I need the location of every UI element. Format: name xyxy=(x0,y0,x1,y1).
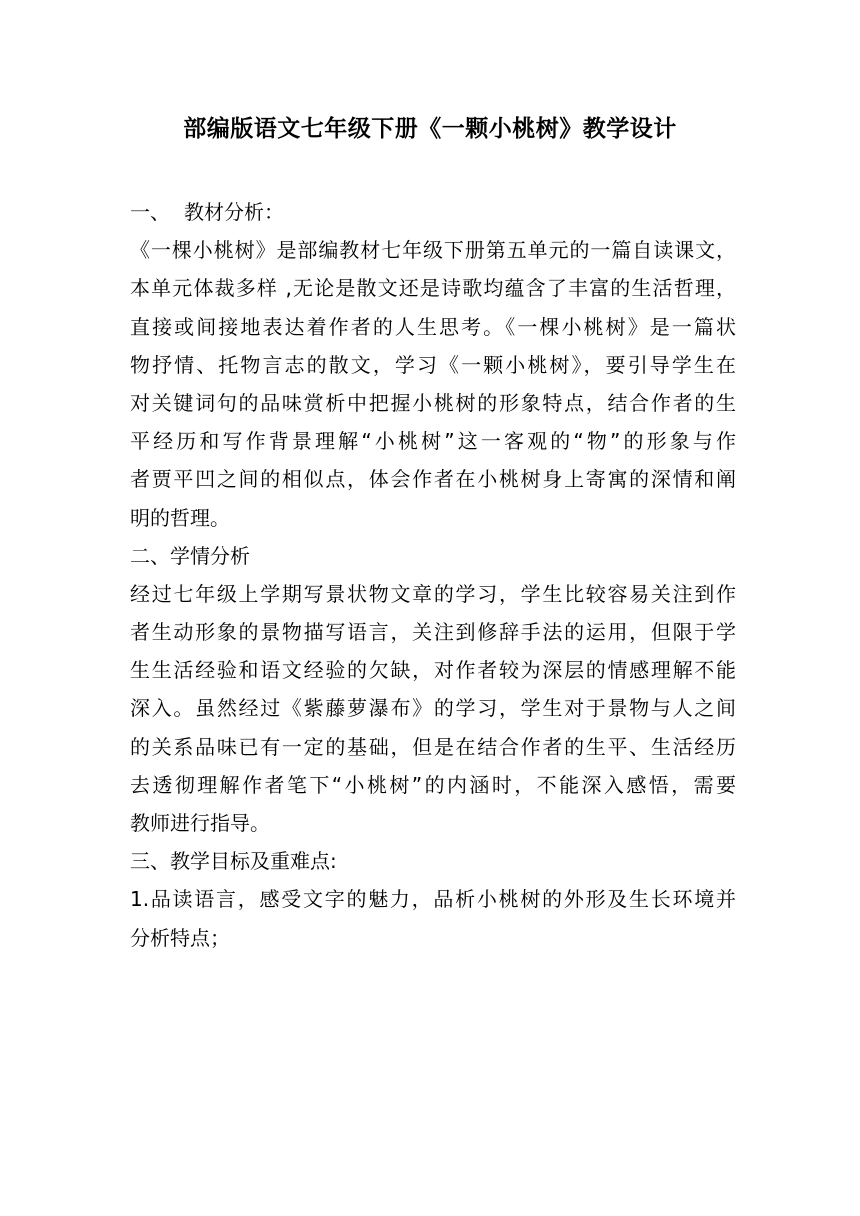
paragraph-line: 1.品读语言，感受文字的魅力，品析小桃树的外形及生长环境并 xyxy=(130,887,736,912)
paragraph-line: 直接或间接地表达着作者的人生思考。《一棵小桃树》是一篇状 xyxy=(130,314,736,339)
paragraph-line: 生生活经验和语文经验的欠缺，对作者较为深层的情感理解不能 xyxy=(130,658,736,683)
paragraph-line: 去透彻理解作者笔下“小桃树”的内涵时，不能深入感悟，需要 xyxy=(130,772,736,797)
section-heading-2: 二、学情分析 xyxy=(130,543,250,568)
paragraph-line: 平经历和写作背景理解“小桃树”这一客观的“物”的形象与作 xyxy=(130,429,736,454)
section-number: 一、 xyxy=(130,200,170,224)
paragraph-line: 教师进行指导。 xyxy=(130,811,270,835)
paragraph-line: 对关键词句的品味赏析中把握小桃树的形象特点，结合作者的生 xyxy=(130,390,736,415)
paragraph-line: 分析特点； xyxy=(130,925,230,950)
section-heading-3: 三、教学目标及重难点: xyxy=(130,849,337,874)
paragraph-line: 的关系品味已有一定的基础，但是在结合作者的生平、生活经历 xyxy=(130,734,736,759)
paragraph-line: 本单元体裁多样 ,无论是散文还是诗歌均蕴含了丰富的生活哲理， xyxy=(130,276,736,301)
paragraph-line: 深入。虽然经过《紫藤萝瀑布》的学习，学生对于景物与人之间 xyxy=(130,696,736,721)
paragraph-line: 物抒情、托物言志的散文，学习《一颗小桃树》，要引导学生在 xyxy=(130,352,736,377)
paragraph-line: 者贾平凹之间的相似点，体会作者在小桃树身上寄寓的深情和阐 xyxy=(130,467,736,492)
paragraph-line: 《一棵小桃树》是部编教材七年级下册第五单元的一篇自读课文， xyxy=(130,238,736,263)
document-title: 部编版语文七年级下册《一颗小桃树》教学设计 xyxy=(183,116,677,142)
paragraph-line: 者生动形象的景物描写语言，关注到修辞手法的运用，但限于学 xyxy=(130,620,736,645)
section-heading-1 xyxy=(130,193,736,231)
document-body xyxy=(130,193,736,957)
paragraph-line: 明的哲理。 xyxy=(130,505,230,530)
paragraph-line: 经过七年级上学期写景状物文章的学习，学生比较容易关注到作 xyxy=(130,581,736,606)
section-heading-text: 教材分析： xyxy=(184,200,284,224)
